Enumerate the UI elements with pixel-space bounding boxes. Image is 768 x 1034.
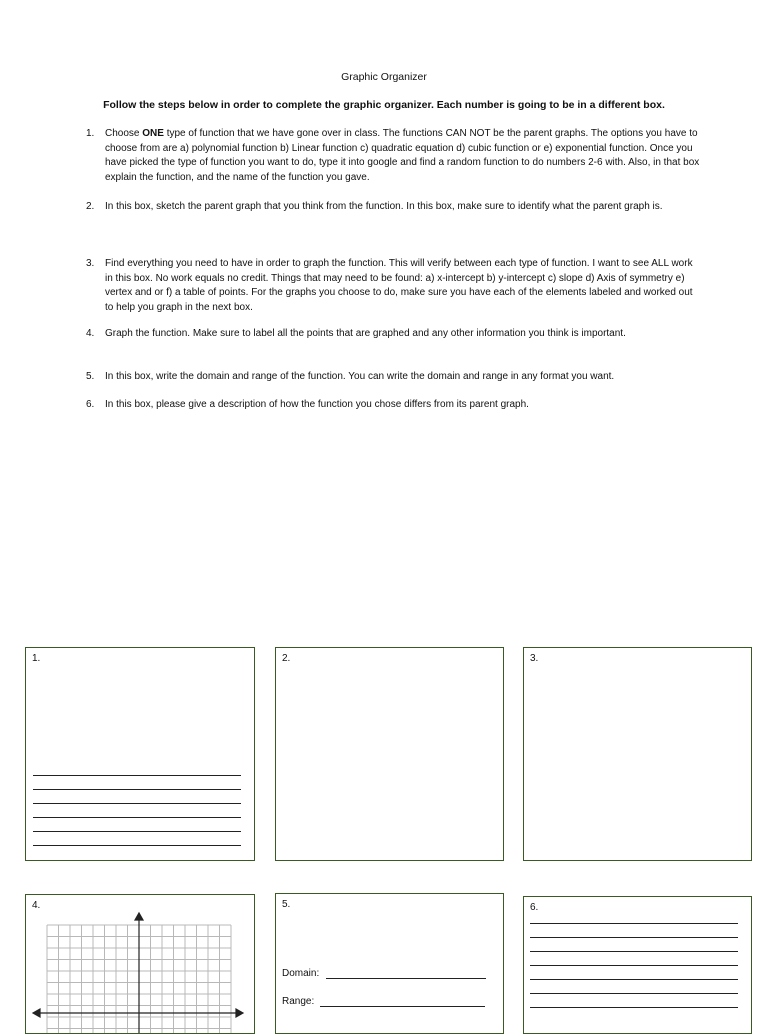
box-number: 4. — [32, 900, 41, 911]
step-text: Graph the function. Make sure to label all the points that are graphed and any other information you think is important. — [105, 328, 626, 339]
organizer-box-6[interactable] — [523, 896, 752, 1034]
answer-line[interactable] — [33, 789, 241, 790]
x-axis-left-arrow-icon — [33, 1009, 40, 1017]
coordinate-grid[interactable] — [26, 895, 254, 1033]
box-number: 2. — [282, 653, 291, 664]
step-number: 5. — [86, 371, 95, 382]
answer-line[interactable] — [530, 923, 738, 924]
x-axis-right-arrow-icon — [236, 1009, 243, 1017]
step-number: 6. — [86, 399, 95, 410]
step-number: 3. — [86, 258, 95, 269]
organizer-box-2[interactable] — [275, 647, 504, 861]
answer-line[interactable] — [530, 937, 738, 938]
organizer-box-3[interactable] — [523, 647, 752, 861]
domain-label: Domain: — [282, 968, 320, 979]
instructions-heading: Follow the steps below in order to complete the graphic organizer. Each number is going to be in a different box. — [103, 99, 665, 111]
organizer-box-1[interactable] — [25, 647, 255, 861]
box-number: 3. — [530, 653, 539, 664]
step-text: Find everything you need to have in order to graph the function. This will verify between each type of function. I want to see ALL work in this box. No work equals no credit. Things that may need to be found: a) x-intercept b) y-intercept c) slope d) Axis of symmetry e) vertex and or f) a table of points. For the graphs you choose to do, make sure you have each of the elements labeled and worked out to help you graph in the next box. — [105, 258, 693, 313]
range-answer-line[interactable] — [320, 1006, 485, 1007]
answer-line[interactable] — [33, 831, 241, 832]
box-number: 5. — [282, 899, 291, 910]
step-text: Choose ONE type of function that we have gone over in class. The functions CAN NOT be the parent graphs. The options you have to choose from are a) polynomial function b) Linear function c) quadratic equation d) cubic function or e) exponential function. Once you have picked the type of function you want to do, type it into google and find a random function to do numbers 2-6 with. Also, in that box explain the function, and the name of the function you gave. — [105, 128, 700, 183]
answer-line[interactable] — [530, 979, 738, 980]
organizer-box-5[interactable] — [275, 893, 504, 1034]
answer-line[interactable] — [33, 775, 241, 776]
box-number: 1. — [32, 653, 41, 664]
document-title: Graphic Organizer — [341, 71, 427, 83]
emphasis-one: ONE — [142, 128, 164, 139]
range-label: Range: — [282, 996, 315, 1007]
step-text: In this box, write the domain and range of the function. You can write the domain and range in any format you want. — [105, 371, 615, 382]
step-number: 1. — [86, 128, 95, 139]
organizer-box-4[interactable] — [25, 894, 255, 1034]
answer-line[interactable] — [530, 965, 738, 966]
answer-line[interactable] — [33, 803, 241, 804]
answer-line[interactable] — [530, 1007, 738, 1008]
domain-answer-line[interactable] — [326, 978, 486, 979]
answer-line[interactable] — [33, 817, 241, 818]
step-number: 4. — [86, 328, 95, 339]
step-number: 2. — [86, 201, 95, 212]
step-text: In this box, please give a description of how the function you chose differs from its parent graph. — [105, 399, 529, 410]
step-text: In this box, sketch the parent graph that you think from the function. In this box, make sure to identify what the parent graph is. — [105, 201, 663, 212]
y-axis-arrow-icon — [135, 913, 143, 920]
box-number: 6. — [530, 902, 539, 913]
answer-line[interactable] — [530, 993, 738, 994]
answer-line[interactable] — [530, 951, 738, 952]
answer-line[interactable] — [33, 845, 241, 846]
